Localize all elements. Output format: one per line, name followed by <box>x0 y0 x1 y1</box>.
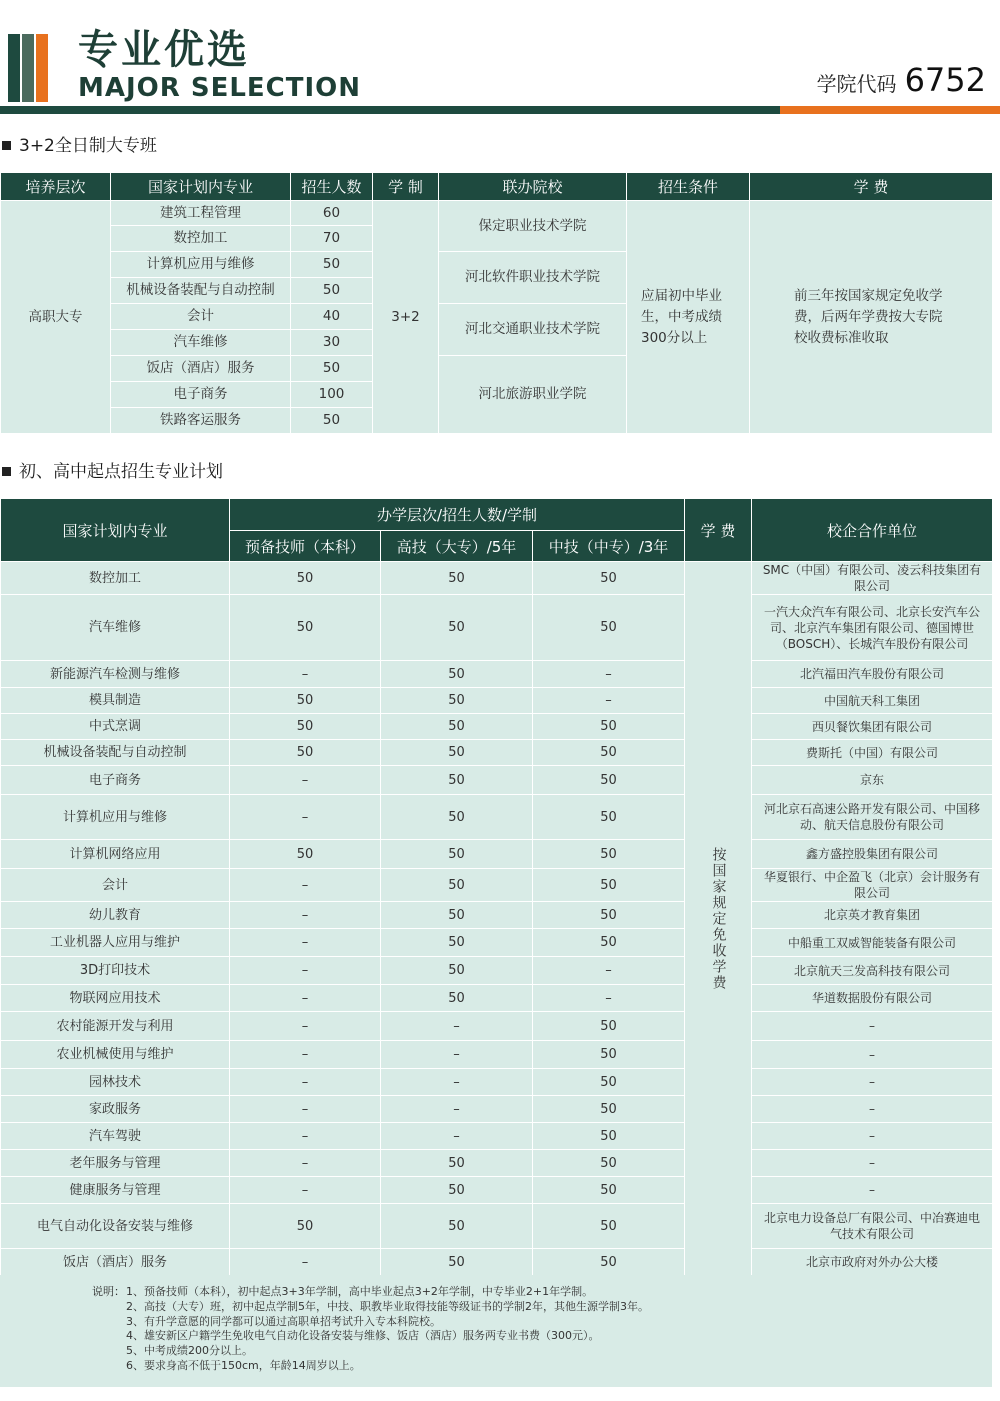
col-header: 学 费 <box>750 173 993 201</box>
cooperation-partner: – <box>752 1150 993 1177</box>
table-row <box>1 869 993 902</box>
notes-box <box>0 1275 992 1387</box>
enroll-count: 50 <box>291 278 373 304</box>
cooperation-partner: 北京航天三发高科技有限公司 <box>752 957 993 985</box>
major-name: 会计 <box>111 304 291 330</box>
page-header <box>0 0 1000 120</box>
table-row <box>1 840 993 869</box>
cooperation-partner: 鑫方盛控股集团有限公司 <box>752 840 993 869</box>
cooperation-partner: – <box>752 1012 993 1041</box>
mid-count: 50 <box>533 840 685 869</box>
col-header: 学 制 <box>373 173 439 201</box>
major-name: 汽车驾驶 <box>1 1123 230 1150</box>
technician-count: 50 <box>230 595 381 661</box>
major-name: 健康服务与管理 <box>1 1177 230 1204</box>
enroll-count: 100 <box>291 382 373 408</box>
table-row <box>1 562 993 595</box>
major-name: 数控加工 <box>111 226 291 252</box>
mid-count: 50 <box>533 1150 685 1177</box>
mid-count: 50 <box>533 1096 685 1123</box>
cooperation-partner: 费斯托（中国）有限公司 <box>752 740 993 766</box>
technician-count: – <box>230 957 381 985</box>
senior-count: 50 <box>381 766 533 795</box>
technician-count: – <box>230 1012 381 1041</box>
major-name: 农村能源开发与利用 <box>1 1012 230 1041</box>
section2-title: 初、高中起点招生专业计划 <box>0 460 223 484</box>
mid-count: 50 <box>533 902 685 929</box>
table-row <box>1 714 993 740</box>
training-level: 高职大专 <box>1 201 111 434</box>
cooperation-partner: 京东 <box>752 766 993 795</box>
col-header-major: 国家计划内专业 <box>1 499 230 562</box>
table-row <box>1 1123 993 1150</box>
col-header-fee: 学 费 <box>685 499 752 562</box>
col-header: 招生人数 <box>291 173 373 201</box>
senior-count: – <box>381 1096 533 1123</box>
technician-count: – <box>230 1123 381 1150</box>
mid-count: 50 <box>533 869 685 902</box>
table-row <box>1 795 993 840</box>
senior-count: 50 <box>381 929 533 957</box>
partner-school: 河北交通职业技术学院 <box>439 304 627 356</box>
senior-count: 50 <box>381 562 533 595</box>
major-name: 模具制造 <box>1 688 230 714</box>
admission-condition: 应届初中毕业生，中考成绩300分以上 <box>627 201 750 434</box>
header-divider-green <box>0 106 780 114</box>
cooperation-partner: 北京市政府对外办公大楼 <box>752 1249 993 1276</box>
senior-count: 50 <box>381 661 533 688</box>
page-title: 专业优选 <box>78 27 250 73</box>
major-name: 新能源汽车检测与维修 <box>1 661 230 688</box>
senior-count: 50 <box>381 902 533 929</box>
major-name: 园林技术 <box>1 1069 230 1096</box>
table-row <box>1 1041 993 1069</box>
col-header: 国家计划内专业 <box>111 173 291 201</box>
technician-count: – <box>230 1041 381 1069</box>
enroll-count: 60 <box>291 201 373 226</box>
mid-count: – <box>533 985 685 1012</box>
cooperation-partner: 北京电力设备总厂有限公司、中冶赛迪电气技术有限公司 <box>752 1204 993 1249</box>
technician-count: 50 <box>230 714 381 740</box>
table-row <box>1 957 993 985</box>
mid-count: – <box>533 688 685 714</box>
enroll-count: 70 <box>291 226 373 252</box>
senior-count: – <box>381 1041 533 1069</box>
major-name: 计算机网络应用 <box>1 840 230 869</box>
major-name: 老年服务与管理 <box>1 1150 230 1177</box>
table-row <box>1 595 993 661</box>
section1-title: 3+2全日制大专班 <box>0 134 157 158</box>
major-name: 铁路客运服务 <box>111 408 291 434</box>
major-name: 汽车维修 <box>1 595 230 661</box>
cooperation-partner: 北汽福田汽车股份有限公司 <box>752 661 993 688</box>
table-row <box>1 902 993 929</box>
major-name: 建筑工程管理 <box>111 201 291 226</box>
cooperation-partner: – <box>752 1096 993 1123</box>
mid-count: 50 <box>533 595 685 661</box>
technician-count: – <box>230 1249 381 1276</box>
mid-count: 50 <box>533 1204 685 1249</box>
cooperation-partner: 华道数据股份有限公司 <box>752 985 993 1012</box>
major-name: 电气自动化设备安装与维修 <box>1 1204 230 1249</box>
senior-count: – <box>381 1069 533 1096</box>
technician-count: 50 <box>230 562 381 595</box>
mid-count: 50 <box>533 1041 685 1069</box>
senior-count: – <box>381 1012 533 1041</box>
cooperation-partner: 华夏银行、中企盈飞（北京）会计服务有限公司 <box>752 869 993 902</box>
col-header: 培养层次 <box>1 173 111 201</box>
major-name: 数控加工 <box>1 562 230 595</box>
enroll-count: 50 <box>291 356 373 382</box>
mid-count: 50 <box>533 766 685 795</box>
table-row <box>1 1249 993 1276</box>
technician-count: – <box>230 929 381 957</box>
partner-school: 河北软件职业技术学院 <box>439 252 627 304</box>
mid-count: 50 <box>533 795 685 840</box>
enroll-count: 50 <box>291 408 373 434</box>
cooperation-partner: 河北京石高速公路开发有限公司、中国移动、航天信息股份有限公司 <box>752 795 993 840</box>
technician-count: 50 <box>230 688 381 714</box>
major-name: 电子商务 <box>111 382 291 408</box>
senior-count: 50 <box>381 840 533 869</box>
technician-count: – <box>230 766 381 795</box>
logo-stripes-icon <box>8 34 46 102</box>
table-row <box>1 740 993 766</box>
enroll-count: 50 <box>291 252 373 278</box>
school-code-label: 学院代码 <box>816 72 897 96</box>
cooperation-partner: – <box>752 1041 993 1069</box>
table-row <box>1 1012 993 1041</box>
major-name: 会计 <box>1 869 230 902</box>
senior-count: 50 <box>381 1177 533 1204</box>
technician-count: – <box>230 661 381 688</box>
senior-count: 50 <box>381 740 533 766</box>
cooperation-partner: – <box>752 1123 993 1150</box>
major-name: 机械设备装配与自动控制 <box>111 278 291 304</box>
col-header-senior: 高技（大专）/5年 <box>381 531 533 562</box>
mid-count: 50 <box>533 1123 685 1150</box>
notes-label: 说明： <box>92 1285 125 1298</box>
mid-count: 50 <box>533 1177 685 1204</box>
study-system: 3+2 <box>373 201 439 434</box>
technician-count: – <box>230 1096 381 1123</box>
table-row <box>1 1069 993 1096</box>
senior-count: 50 <box>381 985 533 1012</box>
major-name: 物联网应用技术 <box>1 985 230 1012</box>
enroll-count: 40 <box>291 304 373 330</box>
senior-count: 50 <box>381 1204 533 1249</box>
major-name: 机械设备装配与自动控制 <box>1 740 230 766</box>
senior-count: 50 <box>381 714 533 740</box>
col-header: 招生条件 <box>627 173 750 201</box>
technician-count: 50 <box>230 1204 381 1249</box>
major-name: 电子商务 <box>1 766 230 795</box>
cooperation-partner: SMC（中国）有限公司、凌云科技集团有限公司 <box>752 562 993 595</box>
major-name: 饭店（酒店）服务 <box>111 356 291 382</box>
header-divider-orange <box>780 106 1000 114</box>
cooperation-partner: 一汽大众汽车有限公司、北京长安汽车公司、北京汽车集团有限公司、德国博世（BOSCH）、长城汽车股份有限公司 <box>752 595 993 661</box>
enroll-count: 30 <box>291 330 373 356</box>
table-row <box>1 985 993 1012</box>
cooperation-partner: 北京英才教育集团 <box>752 902 993 929</box>
major-name: 幼儿教育 <box>1 902 230 929</box>
mid-count: 50 <box>533 740 685 766</box>
table-header-row <box>1 499 993 531</box>
technician-count: – <box>230 795 381 840</box>
tuition-fee-text: 按国家规定免收学费 <box>685 562 752 1276</box>
note-item: 1、预备技师（本科），初中起点3+3年学制，高中毕业起点3+2年学制，中专毕业2+1年学制。 <box>126 1285 594 1298</box>
cooperation-partner: 西贝餐饮集团有限公司 <box>752 714 993 740</box>
cooperation-partner: 中船重工双威智能装备有限公司 <box>752 929 993 957</box>
mid-count: – <box>533 661 685 688</box>
technician-count: – <box>230 1069 381 1096</box>
cooperation-partner: 中国航天科工集团 <box>752 688 993 714</box>
note-item: 5、中考成绩200分以上。 <box>126 1344 253 1358</box>
section2-table-body <box>1 562 993 1276</box>
technician-count: – <box>230 869 381 902</box>
senior-count: 50 <box>381 957 533 985</box>
technician-count: – <box>230 985 381 1012</box>
mid-count: 50 <box>533 929 685 957</box>
major-name: 计算机应用与维修 <box>1 795 230 840</box>
technician-count: 50 <box>230 740 381 766</box>
table-row <box>1 688 993 714</box>
table-header-row <box>1 173 993 201</box>
senior-count: 50 <box>381 1249 533 1276</box>
table-row <box>1 766 993 795</box>
technician-count: 50 <box>230 840 381 869</box>
table-row <box>1 1096 993 1123</box>
mid-count: 50 <box>533 1012 685 1041</box>
note-item: 2、高技（大专）班，初中起点学制5年，中技、职教毕业取得技能等级证书的学制2年，其他生源学制3年。 <box>126 1299 649 1313</box>
technician-count: – <box>230 1177 381 1204</box>
table-row <box>1 661 993 688</box>
mid-count: 50 <box>533 562 685 595</box>
tuition-fee: 前三年按国家规定免收学费，后两年学费按大专院校收费标准收取 <box>750 201 993 434</box>
col-header-group: 办学层次/招生人数/学制 <box>230 499 685 531</box>
table-row <box>1 1150 993 1177</box>
mid-count: 50 <box>533 1249 685 1276</box>
table-row <box>1 201 993 226</box>
col-header-technician: 预备技师（本科） <box>230 531 381 562</box>
partner-school: 保定职业技术学院 <box>439 201 627 252</box>
senior-count: 50 <box>381 795 533 840</box>
major-name: 3D打印技术 <box>1 957 230 985</box>
mid-count: – <box>533 957 685 985</box>
major-name: 家政服务 <box>1 1096 230 1123</box>
col-header-coop: 校企合作单位 <box>752 499 993 562</box>
senior-count: 50 <box>381 595 533 661</box>
table-row <box>1 1204 993 1249</box>
major-name: 计算机应用与维修 <box>111 252 291 278</box>
technician-count: – <box>230 1150 381 1177</box>
school-code-value: 6752 <box>904 61 986 99</box>
mid-count: 50 <box>533 714 685 740</box>
senior-count: – <box>381 1123 533 1150</box>
section2-table <box>0 498 993 1276</box>
note-item: 3、有升学意愿的同学都可以通过高职单招考试升入专本科院校。 <box>126 1314 441 1328</box>
note-item: 6、要求身高不低于150cm，年龄14周岁以上。 <box>126 1358 361 1372</box>
major-name: 农业机械使用与维护 <box>1 1041 230 1069</box>
senior-count: 50 <box>381 688 533 714</box>
senior-count: 50 <box>381 869 533 902</box>
mid-count: 50 <box>533 1069 685 1096</box>
notes-list <box>126 1285 649 1374</box>
col-header-mid: 中技（中专）/3年 <box>533 531 685 562</box>
major-name: 汽车维修 <box>111 330 291 356</box>
major-name: 工业机器人应用与维护 <box>1 929 230 957</box>
technician-count: – <box>230 902 381 929</box>
partner-school: 河北旅游职业学院 <box>439 356 627 434</box>
major-name: 饭店（酒店）服务 <box>1 1249 230 1276</box>
col-header: 联办院校 <box>439 173 627 201</box>
section1-table <box>0 172 993 434</box>
table-row <box>1 929 993 957</box>
major-name: 中式烹调 <box>1 714 230 740</box>
senior-count: 50 <box>381 1150 533 1177</box>
cooperation-partner: – <box>752 1177 993 1204</box>
cooperation-partner: – <box>752 1069 993 1096</box>
page-subtitle: MAJOR SELECTION <box>78 73 362 103</box>
school-code <box>817 62 986 102</box>
note-item: 4、雄安新区户籍学生免收电气自动化设备安装与维修、饭店（酒店）服务两专业书费（300元）。 <box>126 1329 600 1343</box>
table-row <box>1 1177 993 1204</box>
